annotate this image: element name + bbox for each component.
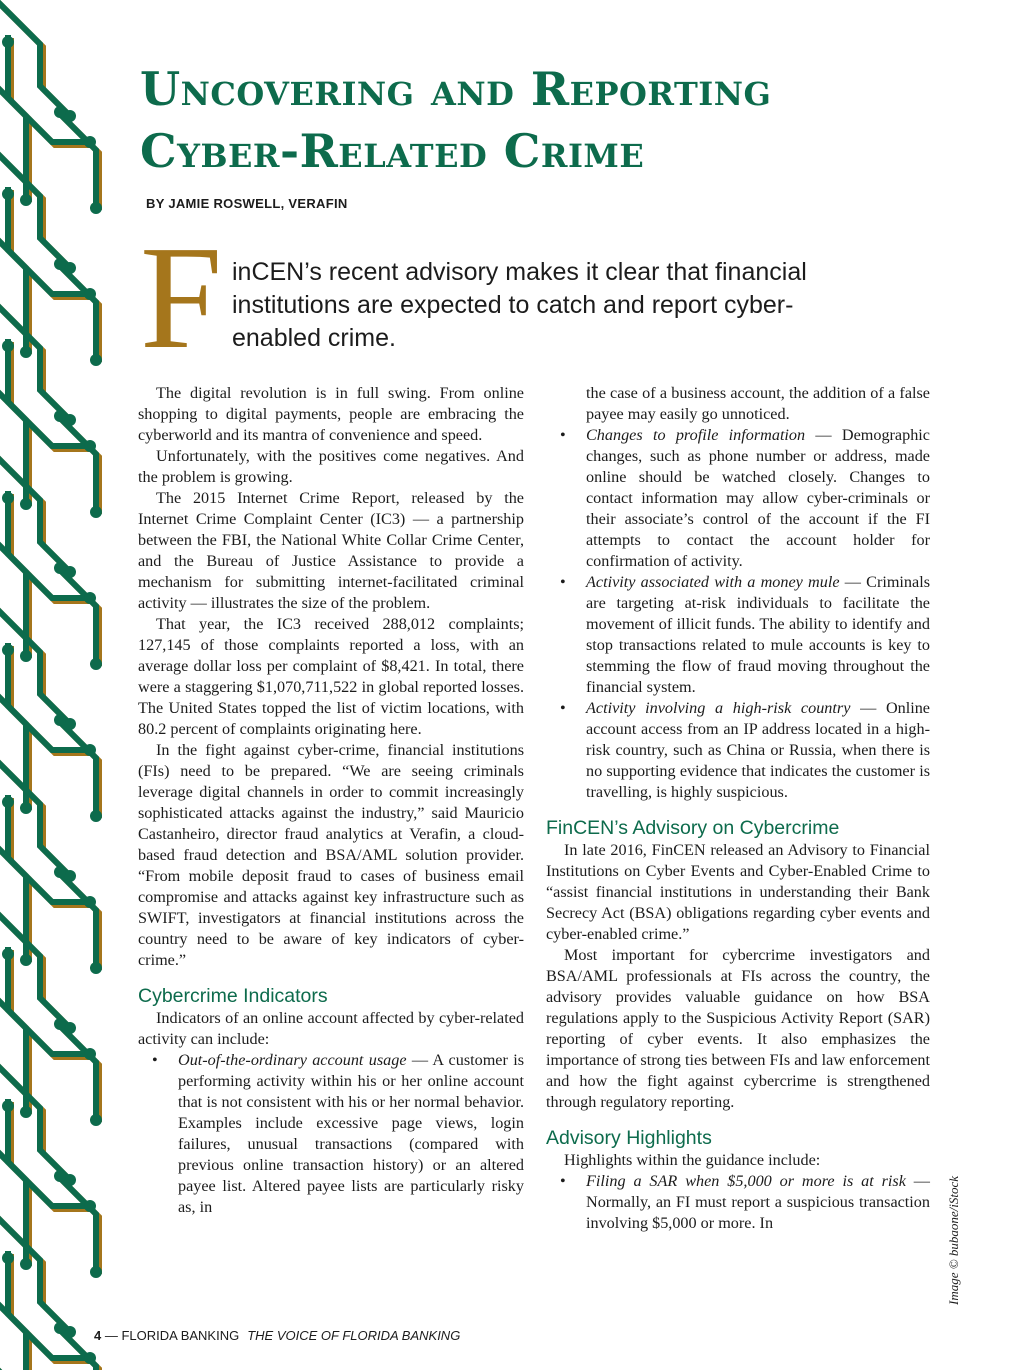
bullet-text: — Online account access from an IP address located in a high-risk country, such as China or Russia, when there is no supporting evidence that indicates the customer is travelling, is highly suspicious. [586, 699, 930, 801]
paragraph: The 2015 Internet Crime Report, released by the Internet Crime Complaint Center (IC3) — a partnership between the FBI, the National White Collar Crime Center, and the Bureau of Justice Assistance to provide a mechanism for submitting internet-facilitated criminal activity — illustrates the size of the problem. [138, 489, 524, 612]
section-heading-advisory: FinCEN’s Advisory on Cybercrime [546, 817, 840, 839]
publication-name: — FLORIDA BANKING [101, 1328, 240, 1343]
paragraph: In late 2016, FinCEN released an Advisory to Financial Institutions on Cyber Events and Cyber-Enabled Crime to “assist financial institutions in understanding their Bank Secrecy Act (BSA) obligations regarding cyber events and cyber-enabled crime.” [546, 841, 930, 943]
bullet-text: — Demographic changes, such as phone number or address, made online should be watched closely. Changes to contact information may allow cyber-criminals or their associate’s control of the account if the FI attempts to contact the account holder for confirmation of activity. [586, 426, 930, 570]
paragraph: Highlights within the guidance include: [564, 1151, 821, 1169]
paragraph: In the fight against cyber-crime, financial institutions (FIs) need to be prepared. “We are seeing criminals leverage digital channels in order to commit increasingly sophisticated attacks against the industry,” said Mauricio Castanheiro, director fraud analytics at Verafin, a cloud-based fraud detection and BSA/AML solution provider. “From mobile deposit fraud to cases of business email compromise and attacks against key infrastructure such as SWIFT, investigators at financial institutions across the country need to be aware of key indicators of cyber-crime.” [138, 741, 524, 969]
circuit-board-decoration [0, 0, 108, 1370]
byline: BY JAMIE ROSWELL, VERAFIN [146, 196, 348, 211]
right-column [546, 383, 930, 1234]
bullet-title: Changes to profile information [586, 426, 806, 444]
bullet-text: — Normally, an FI must report a suspicious transaction involving $5,000 or more. In [586, 1172, 930, 1232]
article-title [140, 58, 940, 182]
paragraph: Most important for cybercrime investigators and BSA/AML professionals at FIs across the country, the advisory provides valuable guidance on how BSA regulations apply to the Suspicious Activity Report (SAR) reporting of cyber events. It also emphasizes the importance of strong ties between FIs and law enforcement and how the fight against cybercrime is strengthened through regulatory reporting. [546, 946, 930, 1111]
bullet-title: Activity associated with a money mule [586, 573, 840, 591]
section-heading-indicators: Cybercrime Indicators [138, 985, 328, 1007]
bullet-title: Activity involving a high-risk country [586, 699, 851, 717]
bullet-text: the case of a business account, the addition of a false payee may easily go unnoticed. [586, 384, 930, 423]
paragraph: Unfortunately, with the positives come negatives. And the problem is growing. [138, 447, 524, 486]
indicator-list-continued [546, 383, 930, 803]
list-item [546, 698, 930, 803]
paragraph: That year, the IC3 received 288,012 complaints; 127,145 of those complaints reported a loss, with an average dollar loss per complaint of $8,421. In total, there were a staggering $1,070,711,522 in global reported losses. The United States topped the list of victim locations, with 80.2 percent of complaints originating here. [138, 615, 524, 738]
intro-deck: inCEN’s recent advisory makes it clear that financial institutions are expected to catch and report cyber-enabled crime. [232, 258, 807, 352]
title-line-2: Cyber-Related Crime [140, 124, 645, 178]
title-line-1: Uncovering and Reporting [140, 62, 772, 116]
list-item [546, 425, 930, 572]
indicator-list [138, 1050, 524, 1218]
highlight-list [546, 1171, 930, 1234]
publication-tagline: THE VOICE OF FLORIDA BANKING [247, 1328, 461, 1343]
bullet-text: — Criminals are targeting at-risk individuals to facilitate the movement of illicit funds. The ability to identify and stop transactions related to mule accounts is key to stemming the flow of fraud moving throughout the financial system. [586, 573, 930, 696]
image-credit: Image © bubaone/iStock [946, 1175, 961, 1305]
list-item-continuation [546, 383, 930, 425]
bullet-text: — A customer is performing activity within his or her online account that is not consistent with his or her normal behavior. Examples include excessive page views, login failures, unusual transactions (compared with previous online transaction history) or an altered payee list. Altered payee lists are particularly risky as, in [178, 1051, 524, 1216]
bullet-title: Out-of-the-ordinary account usage [178, 1051, 407, 1069]
list-item [546, 1171, 930, 1234]
page-number: 4 [94, 1328, 102, 1343]
list-item [138, 1050, 524, 1218]
paragraph: The digital revolution is in full swing. From online shopping to digital payments, people are embracing the cyberworld and its mantra of convenience and speed. [138, 384, 524, 444]
page-footer [94, 1328, 460, 1343]
list-item [546, 572, 930, 698]
paragraph: Indicators of an online account affected by cyber-related activity can include: [138, 1009, 524, 1048]
bullet-title: Filing a SAR when $5,000 or more is at risk [586, 1172, 906, 1190]
section-heading-highlights: Advisory Highlights [546, 1127, 712, 1149]
drop-cap: F [140, 216, 223, 380]
left-column [138, 383, 524, 1218]
